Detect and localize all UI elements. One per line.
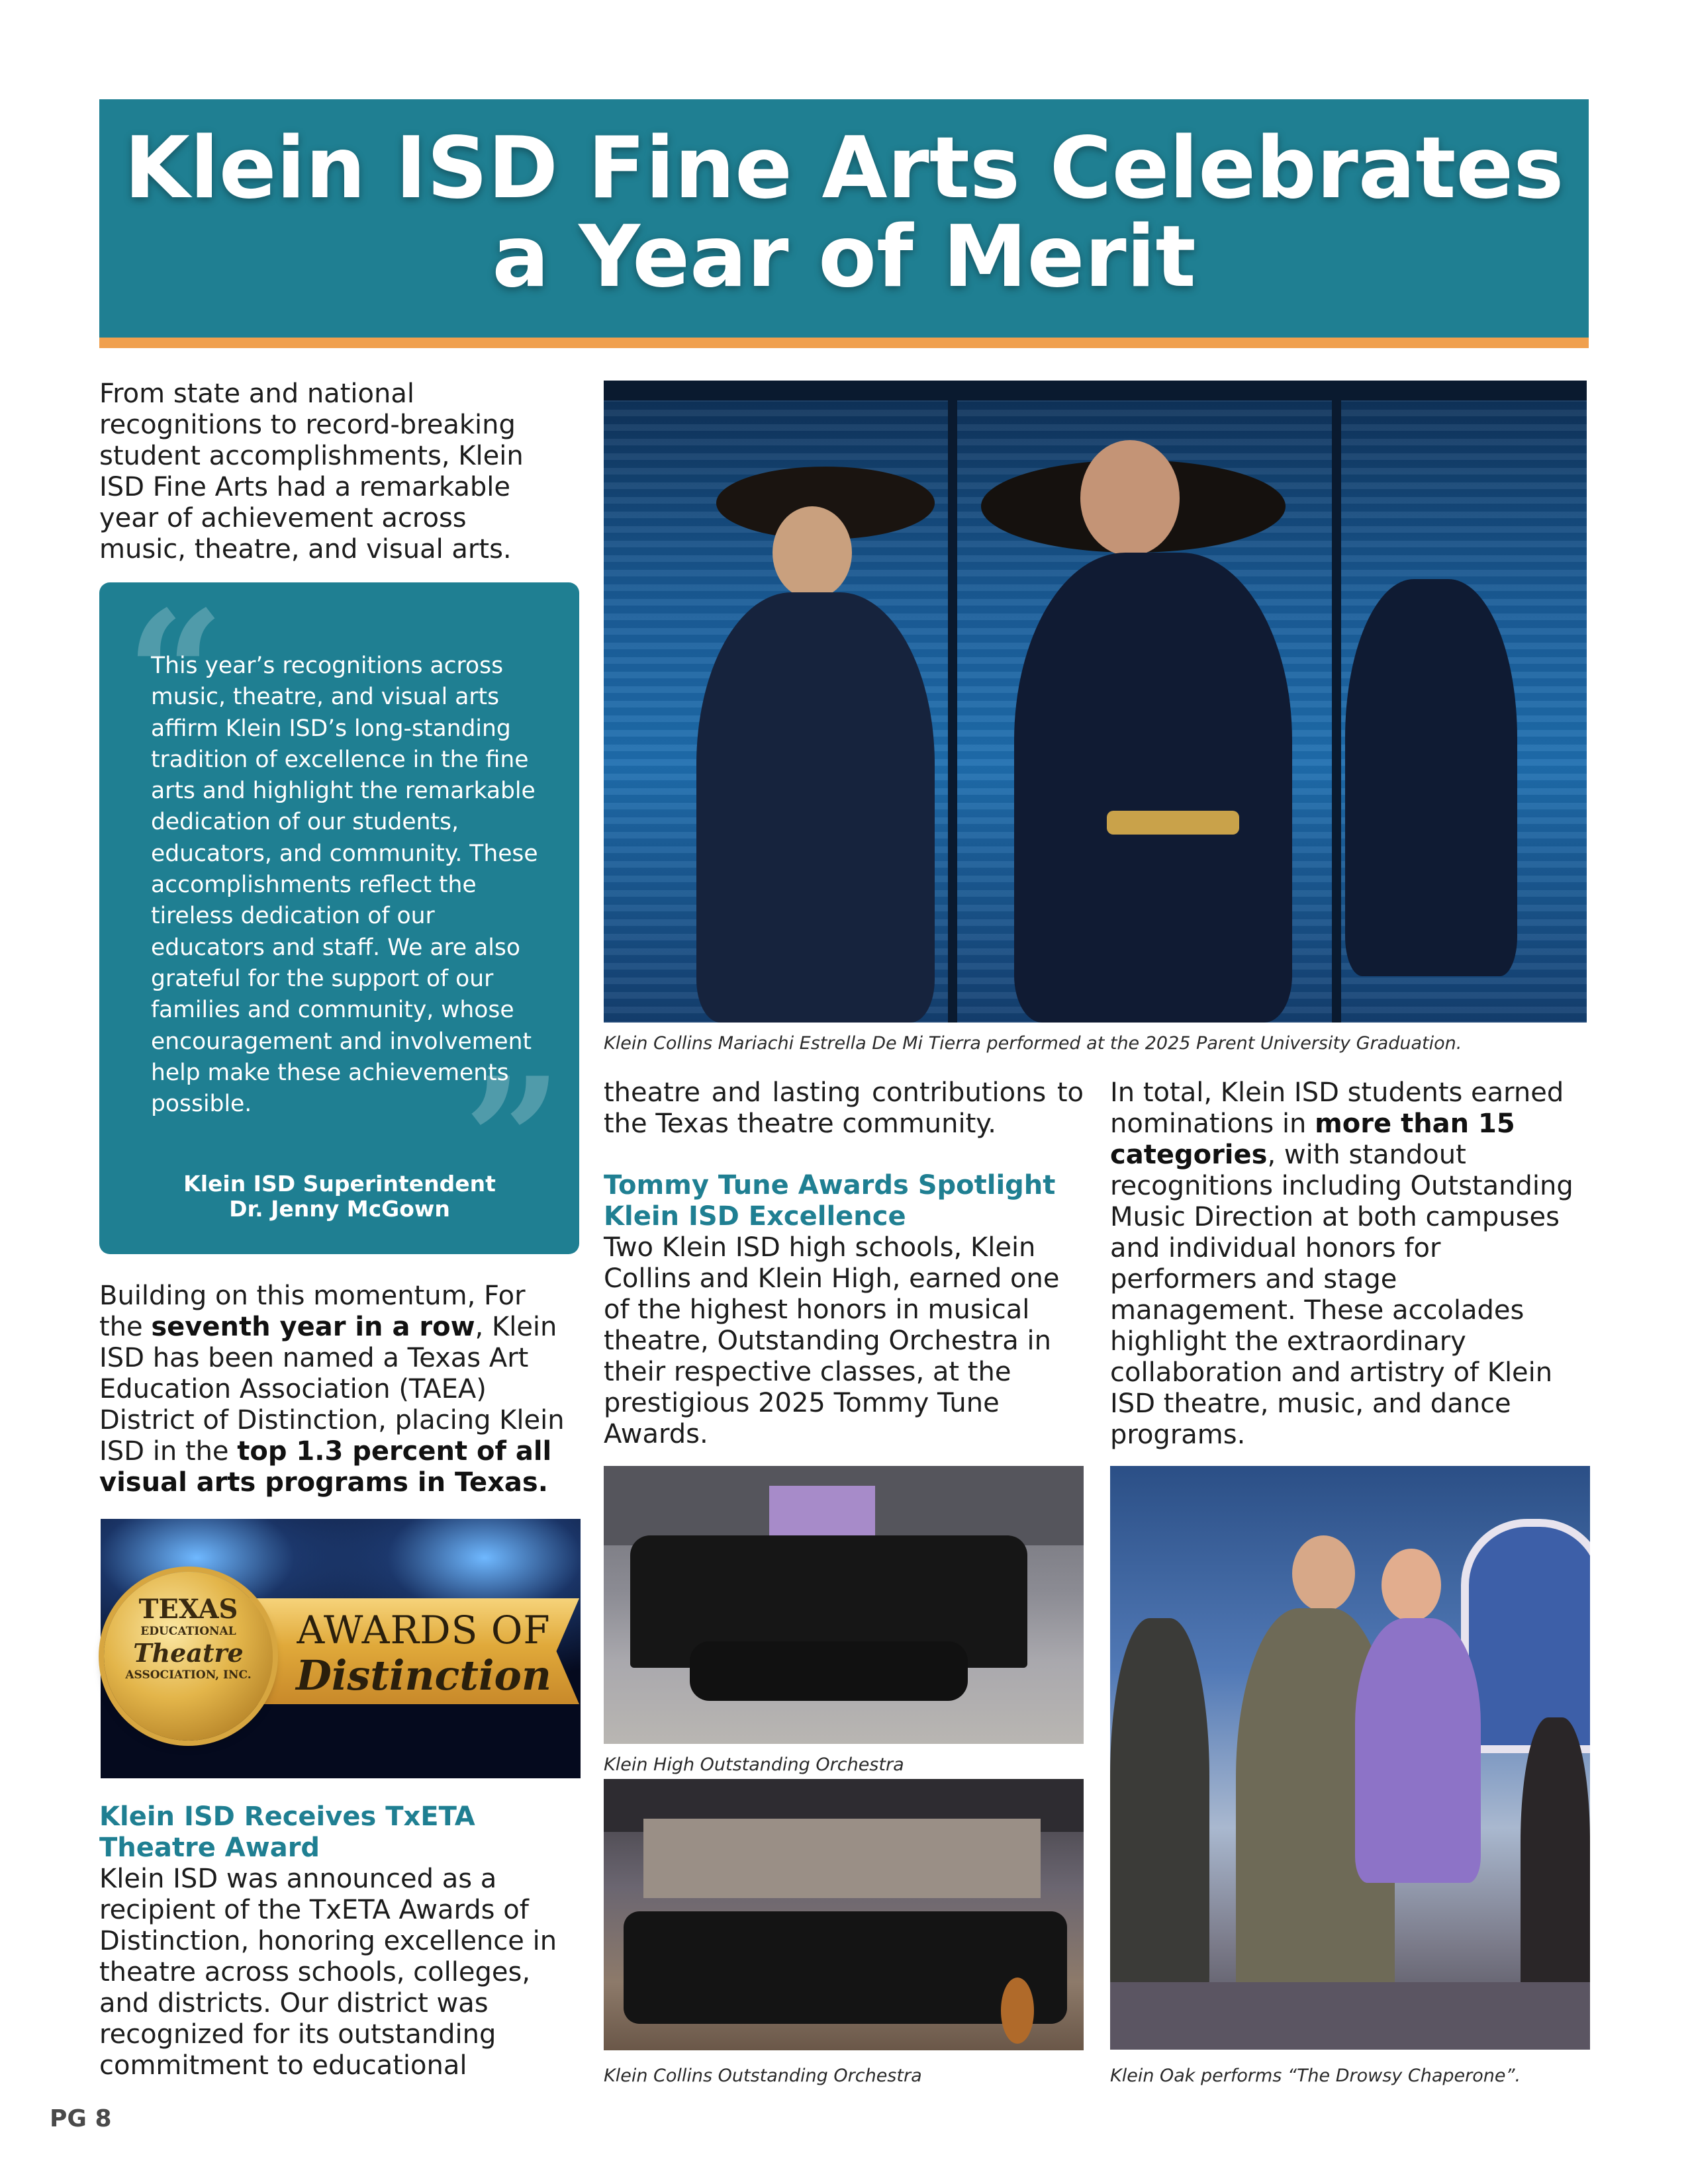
tommy-tune-heading-line2: Klein ISD Excellence [604, 1201, 906, 1232]
tommy-tune-heading [604, 1170, 1087, 1232]
page-title-line1: Klein ISD Fine Arts Celebrates [124, 119, 1564, 218]
photo-background-wall [643, 1819, 1041, 1898]
mariachi-caption: Klein Collins Mariachi Estrella De Mi Tierra performed at the 2025 Parent University Graduation. [604, 1033, 1462, 1054]
singer-figure [1014, 553, 1292, 1023]
taea-text-1: Building on this momentum, For the [99, 1281, 526, 1342]
seal-line1: TEXAS [138, 1594, 238, 1625]
taea-text-2: , Klein ISD has been named a Texas Art Education Association (TAEA) District of Distinction, placing Klein ISD in the [99, 1312, 565, 1467]
distinction-text: Distinction [296, 1651, 551, 1700]
taea-bold-1: seventh year in a row [151, 1312, 475, 1342]
attribution-name: Dr. Jenny McGown [229, 1196, 450, 1222]
right-text-2: , with standout recognitions including Outstanding Music Direction at both campuses and individual honors for performers and stage management. These accolades highlight the extraordinary collaboration and artistry of Klein ISD theatre, music, and dance programs. [1110, 1140, 1573, 1450]
middle-continuation: theatre and lasting contributions to the Texas theatre community. [604, 1077, 1084, 1139]
seal-line3: Theatre [133, 1638, 244, 1668]
stage-floor [1110, 1982, 1590, 2050]
photo-window-frame [1332, 381, 1341, 1023]
right-text-1: In total, Klein ISD students earned nominations in [1110, 1077, 1564, 1139]
photo-window-frame [948, 381, 957, 1023]
violinist-figure [696, 592, 935, 1023]
background-musician [1345, 579, 1517, 976]
taea-paragraph [99, 1281, 576, 1498]
orch1-caption: Klein High Outstanding Orchestra [604, 1754, 904, 1775]
page-title [99, 119, 1589, 306]
tommy-tune-paragraph: Two Klein ISD high schools, Klein Collins and Klein High, earned one of the highest honors in musical theatre, Outstanding Orchestra in their respective classes, at the prestigious 2025 Tommy Tune Awards. [604, 1232, 1060, 1449]
txeta-paragraph: Klein ISD was announced as a recipient of the TxETA Awards of Distinction, honoring excellence in theatre across schools, colleges, and districts. Our district was recognized for its outstanding commitment to educational [99, 1864, 557, 2081]
page-number: PG 8 [50, 2105, 112, 2132]
txeta-heading-line2: Theatre Award [99, 1833, 320, 1863]
mariachi-photo [604, 381, 1587, 1023]
klein-high-orchestra-photo [604, 1466, 1084, 1744]
tommy-tune-heading-line1: Tommy Tune Awards Spotlight [604, 1170, 1056, 1201]
actress-face [1382, 1549, 1441, 1621]
open-quote-icon: “ [126, 574, 225, 776]
intro-paragraph: From state and national recognitions to record-breaking student accomplishments, Klein ISD Fine Arts had a remarkable year of achievement across music, theatre, and visual arts. [99, 379, 524, 565]
right-bold-1: more than 15 categories [1110, 1109, 1515, 1170]
quote-attribution [151, 1171, 528, 1222]
photo-window-frame [604, 381, 1587, 400]
guitar [1001, 1978, 1034, 2044]
klein-collins-orchestra-photo [604, 1779, 1084, 2050]
attribution-title: Klein ISD Superintendent [183, 1171, 496, 1197]
orchestra-front-row [690, 1641, 968, 1701]
actor-face [1292, 1535, 1355, 1612]
orch2-caption: Klein Collins Outstanding Orchestra [604, 2066, 922, 2086]
banner-accent-rule [99, 338, 1589, 348]
ensemble-member-left [1110, 1618, 1209, 2015]
txeta-heading [99, 1801, 576, 1864]
performer-face-left [773, 506, 852, 599]
awards-of-text: AWARDS OF [297, 1608, 551, 1653]
page-title-line2: a Year of Merit [492, 208, 1196, 306]
drowsy-chaperone-photo [1110, 1466, 1590, 2050]
close-quote-icon: ” [463, 1040, 563, 1242]
taea-bold-2: top 1.3 percent of all visual arts programs in Texas. [99, 1436, 552, 1498]
actress-dress [1355, 1618, 1481, 1883]
seal-line4: ASSOCIATION, INC. [125, 1668, 252, 1682]
seal-line2: EDUCATIONAL [140, 1625, 236, 1638]
singer-face [1080, 440, 1180, 556]
quote-text: This year’s recognitions across music, theatre, and visual arts affirm Klein ISD’s long-standing tradition of excellence in the fine arts and highlight the remarkable dedication of our students, educators, and community. These accomplishments reflect the tireless dedication of our educators and staff. We are also grateful for the support of our families and community, whose encouragement and involvement help make these achievements possible. [151, 653, 538, 1118]
txeta-heading-line1: Klein ISD Receives TxETA [99, 1801, 475, 1832]
gold-belt [1107, 811, 1239, 835]
seal-text [107, 1595, 269, 1682]
drowsy-caption: Klein Oak performs “The Drowsy Chaperone”. [1110, 2066, 1521, 2086]
right-column-paragraph [1110, 1077, 1590, 1451]
